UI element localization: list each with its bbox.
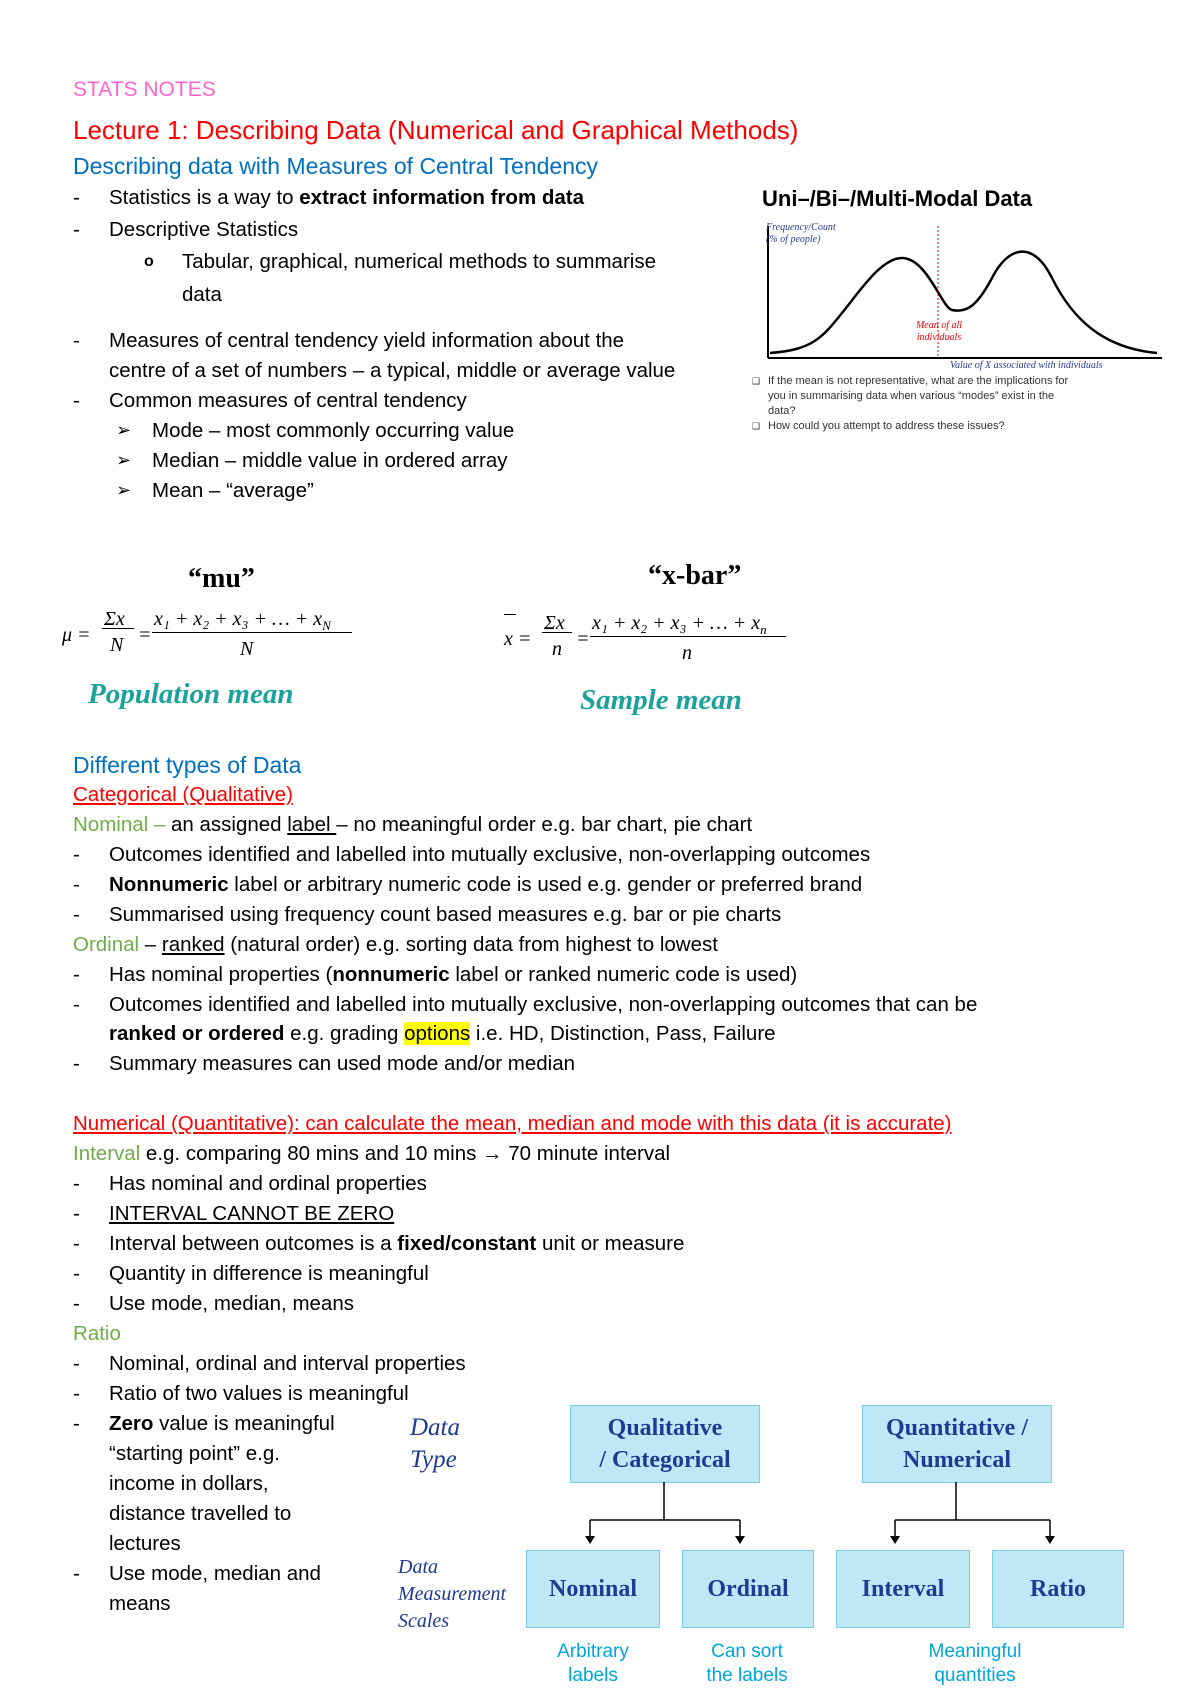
list-item: distance travelled to bbox=[109, 1502, 292, 1525]
arrow-bullet-icon: ➢ bbox=[116, 450, 132, 470]
data-measurement-scales-label: Data Measurement Scales bbox=[398, 1556, 507, 1632]
modal-questions: ❑ If the mean is not representative, what are the implications for you in summarising data when various “modes” exist in the data? ❑ How could you attempt to address these issues? bbox=[752, 375, 1069, 432]
list-item: data bbox=[182, 283, 222, 306]
numerical-heading: Numerical (Quantitative): can calculate the mean, median and mode with this data (it is accurate) bbox=[73, 1112, 952, 1135]
list-item: Interval between outcomes is a fixed/constant unit or measure bbox=[109, 1232, 685, 1255]
list-item: Median – middle value in ordered array bbox=[152, 449, 508, 472]
list-item: Measures of central tendency yield information about the bbox=[109, 329, 625, 352]
bullet-dash: - bbox=[73, 218, 80, 241]
modal-figure-title: Uni–/Bi–/Multi-Modal Data bbox=[762, 186, 1033, 211]
list-item: Summarised using frequency count based measures e.g. bar or pie charts bbox=[109, 903, 782, 926]
bullet-dash: - bbox=[73, 843, 80, 866]
section-heading-central-tendency: Describing data with Measures of Central Tendency bbox=[73, 153, 599, 179]
list-item: Ratio of two values is meaningful bbox=[109, 1382, 409, 1405]
arrow-head bbox=[1045, 1536, 1055, 1544]
list-item: Use mode, median, means bbox=[109, 1292, 354, 1315]
list-item: Nominal, ordinal and interval properties bbox=[109, 1352, 466, 1375]
diagram-connectors bbox=[380, 1400, 1160, 1550]
list-item: Common measures of central tendency bbox=[109, 389, 467, 412]
qualitative-box: Qualitative / Categorical bbox=[570, 1405, 760, 1483]
notes-title: STATS NOTES bbox=[73, 78, 216, 101]
list-item: centre of a set of numbers – a typical, middle or average value bbox=[109, 359, 676, 382]
list-item: Use mode, median and bbox=[109, 1562, 321, 1585]
arrow-bullet-icon: ➢ bbox=[116, 420, 132, 440]
bullet-dash: - bbox=[73, 1232, 80, 1255]
list-item: Zero value is meaningful bbox=[109, 1412, 335, 1435]
mean-label: Mean of all individuals bbox=[915, 320, 963, 343]
ratio-heading: Ratio bbox=[73, 1322, 121, 1345]
arrow-head bbox=[585, 1536, 595, 1544]
population-mean-label: Population mean bbox=[88, 678, 294, 710]
xbar-title: “x-bar” bbox=[648, 560, 742, 591]
interval-definition: Interval e.g. comparing 80 mins and 10 mins → 70 minute interval bbox=[73, 1142, 671, 1165]
bullet-dash: - bbox=[73, 963, 80, 986]
square-bullet-icon: ❑ bbox=[752, 376, 761, 386]
arbitrary-labels-caption: Arbitrary labels bbox=[557, 1641, 629, 1686]
bullet-dash: - bbox=[73, 186, 80, 209]
list-item: ranked or ordered e.g. grading options i.e. HD, Distinction, Pass, Failure bbox=[109, 1022, 776, 1045]
bullet-dash: - bbox=[73, 903, 80, 926]
list-item: Statistics is a way to extract information from data bbox=[109, 186, 585, 209]
sample-mean-label: Sample mean bbox=[580, 684, 742, 716]
bullet-dash: - bbox=[73, 993, 80, 1016]
bullet-dash: - bbox=[73, 1412, 80, 1435]
section-heading-types: Different types of Data bbox=[73, 752, 302, 778]
bullet-dash: - bbox=[73, 1292, 80, 1315]
bullet-dash: - bbox=[73, 1382, 80, 1405]
interval-box: Interval bbox=[836, 1550, 970, 1628]
x-axis-label: Value of X associated with individuals bbox=[950, 360, 1103, 371]
list-item: lectures bbox=[109, 1532, 181, 1555]
list-item: Mode – most commonly occurring value bbox=[152, 419, 515, 442]
bullet-dash: - bbox=[73, 1052, 80, 1075]
square-bullet-icon: ❑ bbox=[752, 421, 761, 431]
list-item: Has nominal and ordinal properties bbox=[109, 1172, 427, 1195]
list-item: “starting point” e.g. bbox=[109, 1442, 280, 1465]
bullet-dash: - bbox=[73, 1172, 80, 1195]
nominal-definition: Nominal – an assigned label – no meaningful order e.g. bar chart, pie chart bbox=[73, 813, 753, 836]
bullet-dash: - bbox=[73, 1202, 80, 1225]
data-type-diagram bbox=[380, 1400, 1160, 1698]
circle-bullet-icon: o bbox=[144, 253, 154, 270]
sample-mean-formula: x = Σx n = x₁ + x₂ + x₃ + … + $x_n$ n bbox=[504, 612, 804, 672]
list-item: Mean – “average” bbox=[152, 479, 314, 502]
arrow-head bbox=[890, 1536, 900, 1544]
list-item: INTERVAL CANNOT BE ZERO bbox=[109, 1202, 395, 1225]
ordinal-box: Ordinal bbox=[682, 1550, 814, 1628]
meaningful-quantities-caption: Meaningful quantities bbox=[928, 1641, 1022, 1686]
ordinal-definition: Ordinal – ranked (natural order) e.g. sorting data from highest to lowest bbox=[73, 933, 718, 956]
bullet-dash: - bbox=[73, 1562, 80, 1585]
bullet-dash: - bbox=[73, 389, 80, 412]
bullet-dash: - bbox=[73, 1262, 80, 1285]
lecture-title: Lecture 1: Describing Data (Numerical and Graphical Methods) bbox=[73, 115, 799, 145]
can-sort-caption: Can sort the labels bbox=[706, 1641, 788, 1686]
list-item: Outcomes identified and labelled into mutually exclusive, non-overlapping outcomes that can be bbox=[109, 993, 978, 1016]
mu-title: “mu” bbox=[188, 563, 255, 594]
y-axis-label: Frequency/Count (% of people) bbox=[766, 222, 836, 245]
list-item: Has nominal properties (nonnumeric label or ranked numeric code is used) bbox=[109, 963, 798, 986]
list-item: Quantity in difference is meaningful bbox=[109, 1262, 429, 1285]
list-item: Outcomes identified and labelled into mutually exclusive, non-overlapping outcomes bbox=[109, 843, 871, 866]
quantitative-box: Quantitative / Numerical bbox=[862, 1405, 1052, 1483]
modal-data-figure bbox=[752, 178, 1162, 458]
arrow-bullet-icon: ➢ bbox=[116, 480, 132, 500]
arrow-head bbox=[735, 1536, 745, 1544]
bullet-dash: - bbox=[73, 873, 80, 896]
list-item: income in dollars, bbox=[109, 1472, 269, 1495]
list-item: means bbox=[109, 1592, 171, 1615]
data-type-label: Data Type bbox=[410, 1414, 460, 1473]
population-mean-formula: μ = Σx N = x₁ + x₂ + x₃ + … + $x_N$ N bbox=[62, 608, 362, 668]
list-item: Tabular, graphical, numerical methods to summarise bbox=[182, 250, 656, 273]
ratio-box: Ratio bbox=[992, 1550, 1124, 1628]
categorical-heading: Categorical (Qualitative) bbox=[73, 783, 293, 806]
bullet-dash: - bbox=[73, 1352, 80, 1375]
list-item: Descriptive Statistics bbox=[109, 218, 299, 241]
bullet-dash: - bbox=[73, 329, 80, 352]
nominal-box: Nominal bbox=[526, 1550, 660, 1628]
list-item: Summary measures can used mode and/or median bbox=[109, 1052, 576, 1075]
list-item: Nonnumeric label or arbitrary numeric code is used e.g. gender or preferred brand bbox=[109, 873, 863, 896]
